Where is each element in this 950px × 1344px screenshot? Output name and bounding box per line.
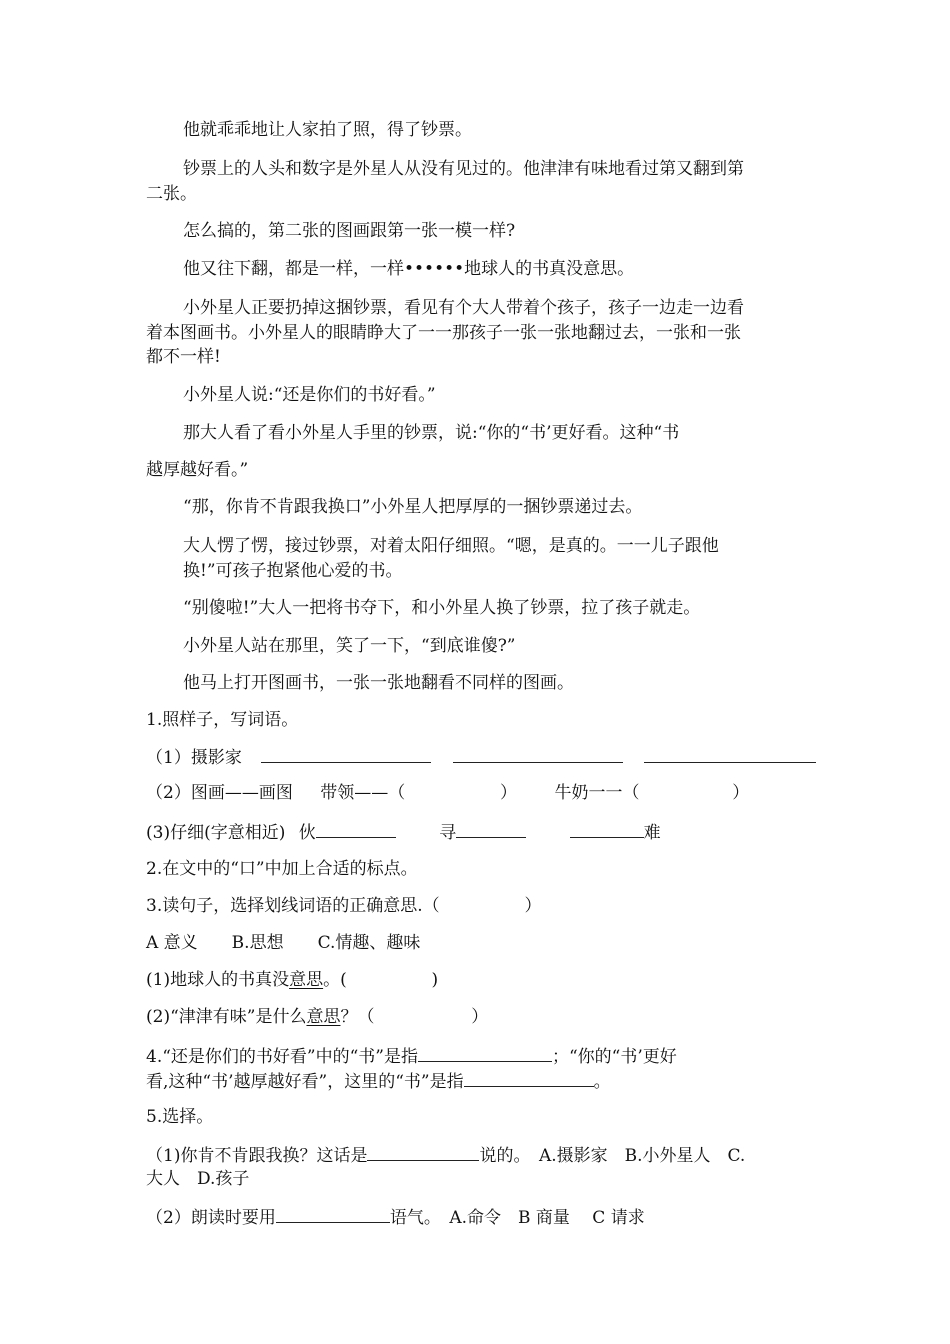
story-paragraph-2-line-2: 二张。: [146, 184, 197, 204]
question-5-2-part-b: 语气。 A.命令 B 商量 C 请求: [389, 1208, 645, 1228]
question-3-2-close: ）: [471, 1007, 489, 1027]
question-3-title-text: 3.读句子，选择划线词语的正确意思.（: [146, 896, 440, 916]
answer-blank-1-3-b[interactable]: [456, 819, 526, 838]
answer-blank-4-a[interactable]: [418, 1043, 552, 1062]
question-1-3-b: 寻: [439, 823, 457, 843]
question-5-1-part-a: （1)你肯不肯跟我换？这话是: [146, 1146, 368, 1166]
story-paragraph-10: “别傻啦!”大人一把将书夺下，和小外星人换了钞票，拉了孩子就走。: [183, 598, 701, 618]
question-3-2-post: ？（: [340, 1007, 375, 1027]
question-5-1-part-b: 说的。 A.摄影家 B.小外星人 C.: [479, 1146, 746, 1166]
story-paragraph-9-line-2: 换!”可孩子抱紧他心爱的书。: [183, 561, 403, 581]
question-3-1: [146, 968, 438, 992]
story-paragraph-12: 他马上打开图画书，一张一张地翻看不同样的图画。: [183, 673, 574, 693]
question-1-1: [146, 744, 816, 770]
question-1-2: [146, 781, 749, 805]
question-1-1-label: （1）摄影家: [146, 748, 242, 768]
question-3-1-underlined-word: 意思: [289, 970, 324, 990]
answer-blank-1-1-b[interactable]: [453, 744, 623, 763]
question-1-2-a: 带领——（: [320, 783, 406, 803]
question-1-3: [146, 819, 661, 845]
story-paragraph-7-line-1: 那大人看了看小外星人手里的钞票，说:“你的“书’更好看。这种“书: [183, 423, 680, 443]
question-2: 2.在文中的“口”中加上合适的标点。: [146, 859, 418, 879]
answer-blank-5-1[interactable]: [367, 1142, 479, 1161]
story-paragraph-8: “那，你肯不肯跟我换口”小外星人把厚厚的一捆钞票递过去。: [183, 497, 643, 517]
question-1-3-a: 伙: [298, 823, 316, 843]
question-1-title: 1.照样子，写词语。: [146, 710, 299, 730]
question-5-1-line-1: [146, 1142, 745, 1168]
question-3-title-close: ）: [524, 896, 542, 916]
question-4-part-a: 4.“还是你们的书好看”中的“书”是指: [146, 1047, 418, 1067]
question-4-part-d: 。: [593, 1072, 611, 1092]
question-4-part-b: ；“你的“书’更好: [551, 1047, 677, 1067]
answer-blank-1-3-c[interactable]: [570, 819, 644, 838]
answer-blank-1-3-a[interactable]: [316, 819, 396, 838]
question-4-line-1: [146, 1043, 677, 1069]
question-1-2-example: （2）图画——画图: [146, 783, 293, 803]
question-1-2-b-close: ）: [732, 783, 750, 803]
question-3-title: [146, 894, 541, 918]
answer-blank-1-1-a[interactable]: [261, 744, 431, 763]
story-paragraph-11: 小外星人站在那里，笑了一下，“到底谁傻?”: [183, 636, 516, 656]
story-paragraph-5-line-2: 着本图画书。小外星人的眼睛睁大了一一那孩子一张一张地翻过去，一张和一张: [146, 323, 741, 343]
story-paragraph-9-line-1: 大人愣了愣，接过钞票，对着太阳仔细照。“嗯，是真的。一一儿子跟他: [183, 536, 719, 556]
question-3-1-close: ): [431, 970, 439, 990]
question-5-2-part-a: （2）朗读时要用: [146, 1208, 276, 1228]
story-paragraph-5-line-3: 都不一样!: [146, 347, 221, 367]
question-3-options: A 意义 B.思想 C.情趣、趣味: [146, 933, 421, 953]
question-1-2-a-close: ）: [500, 783, 518, 803]
question-5-2: [146, 1204, 645, 1230]
answer-blank-4-b[interactable]: [464, 1068, 594, 1087]
question-3-2-underlined-word: 意思: [306, 1007, 341, 1027]
story-paragraph-6: 小外星人说:“还是你们的书好看。”: [183, 385, 436, 405]
question-3-1-pre: (1)地球人的书真没: [146, 970, 290, 990]
story-paragraph-4: 他又往下翻，都是一样，一样••••••地球人的书真没意思。: [183, 259, 635, 279]
story-paragraph-2-line-1: 钞票上的人头和数字是外星人从没有见过的。他津津有味地看过第又翻到第: [183, 159, 744, 179]
question-4-part-c: 看,这种“书’越厚越好看”，这里的“书”是指: [146, 1072, 464, 1092]
question-5-1-line-2: 大人 D.孩子: [146, 1169, 250, 1189]
story-paragraph-7-line-2: 越厚越好看。”: [146, 460, 249, 480]
answer-blank-1-1-c[interactable]: [644, 744, 816, 763]
story-paragraph-1: 他就乖乖地让人家拍了照，得了钞票。: [183, 120, 472, 140]
question-1-3-c: 难: [643, 823, 661, 843]
question-1-2-b: 牛奶一一（: [554, 783, 640, 803]
question-3-1-post: 。(: [323, 970, 347, 990]
story-paragraph-3: 怎么搞的，第二张的图画跟第一张一模一样?: [183, 221, 516, 241]
question-1-3-label: (3)仔细(字意相近): [146, 823, 286, 843]
question-4-line-2: [146, 1068, 611, 1094]
question-3-2-pre: (2)“津津有味”是什么: [146, 1007, 307, 1027]
question-5-title: 5.选择。: [146, 1107, 214, 1127]
story-paragraph-5-line-1: 小外星人正要扔掉这捆钞票，看见有个大人带着个孩子，孩子一边走一边看: [183, 298, 744, 318]
question-3-2: [146, 1005, 488, 1029]
answer-blank-5-2[interactable]: [276, 1204, 390, 1223]
